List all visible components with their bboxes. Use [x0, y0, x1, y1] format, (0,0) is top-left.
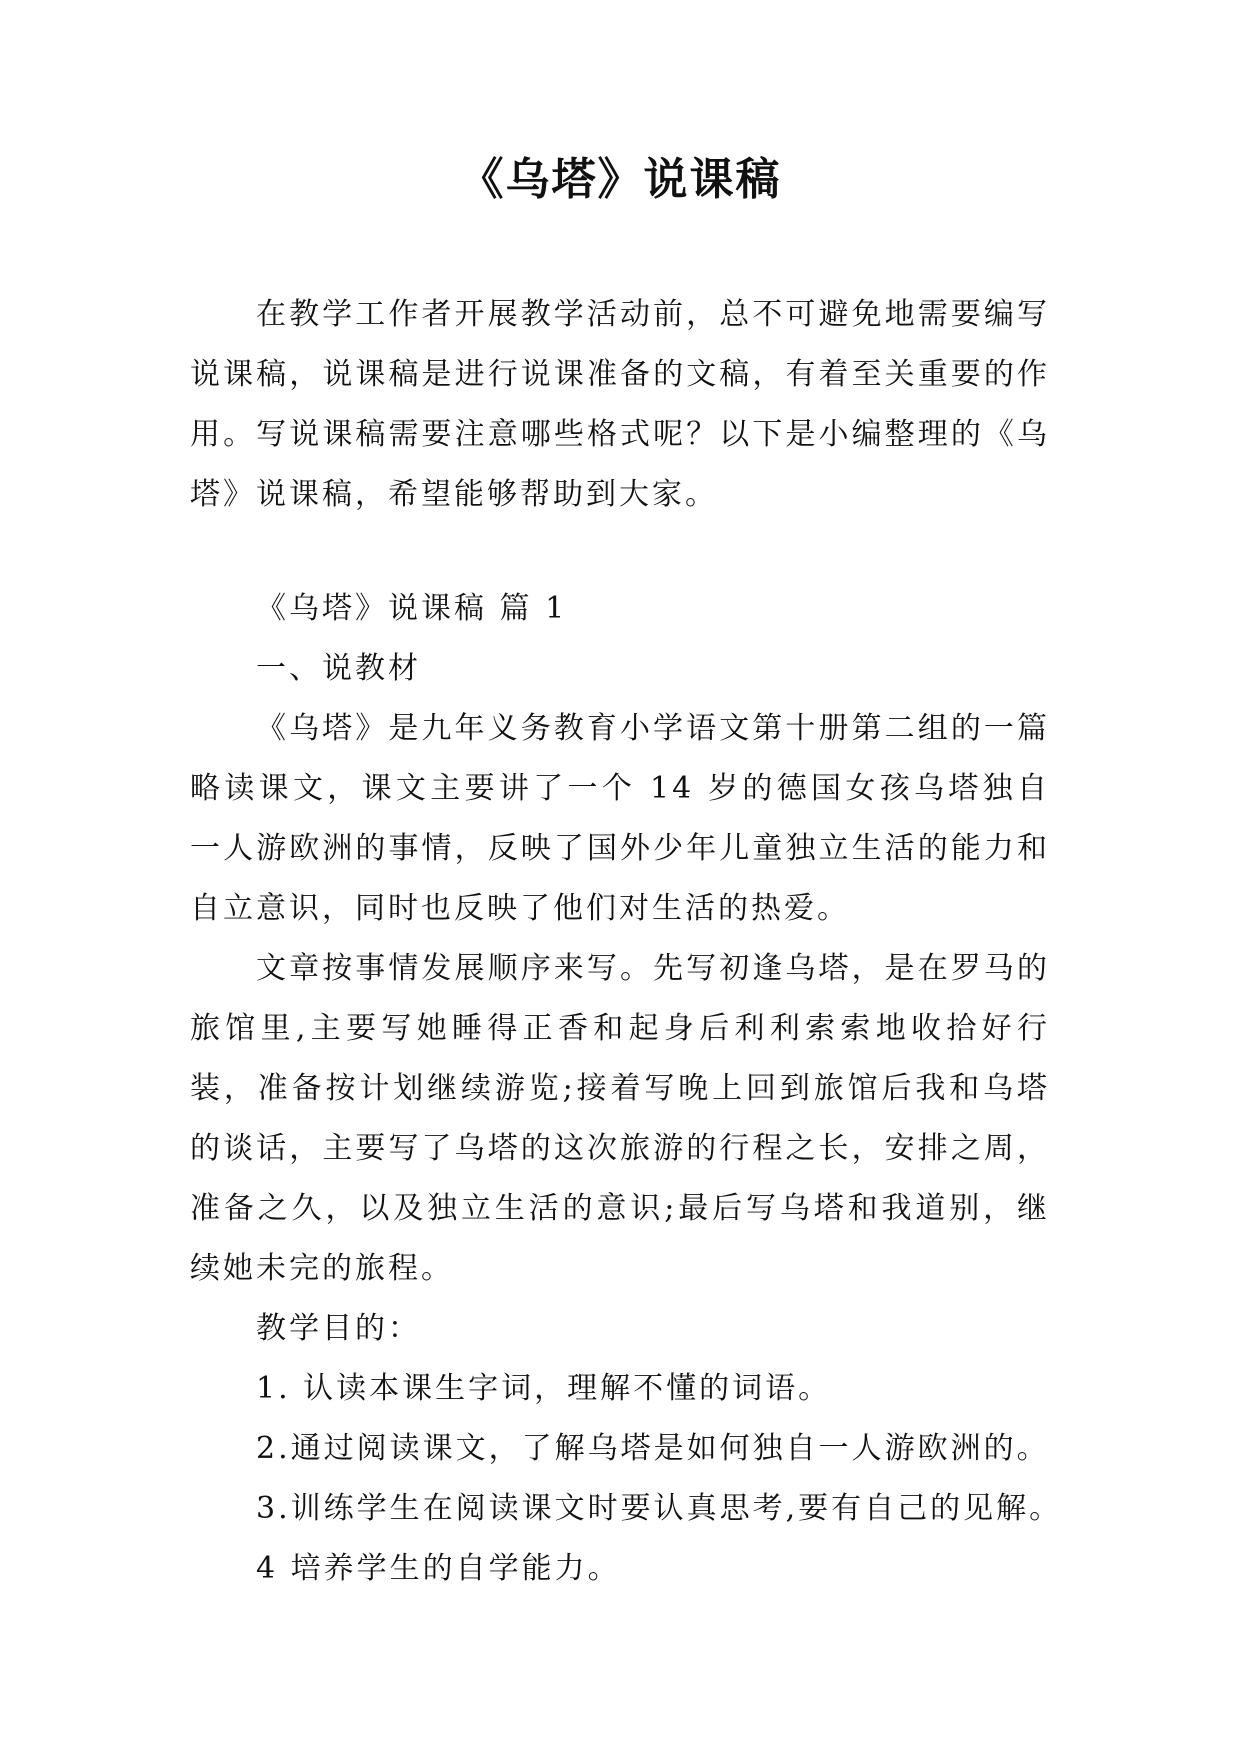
goal-item: 4 培养学生的自学能力。 [256, 1551, 621, 1586]
document-body [190, 285, 1063, 1599]
section-heading: 《乌塔》说课稿 篇 1 [256, 591, 568, 626]
goal-item: 3.训练学生在阅读课文时要认真思考,要有自己的见解。 [256, 1491, 1063, 1526]
goals-heading: 教学目的： [256, 1311, 421, 1346]
intro-paragraph: 在教学工作者开展教学活动前，总不可避免地需要编写说课稿，说课稿是进行说课准备的文稿，有着至关重要的作用。写说课稿需要注意哪些格式呢？以下是小编整理的《乌塔》说课稿，希望能够帮助到大家。 [190, 297, 1050, 512]
goal-item: 2.通过阅读课文，了解乌塔是如何独自一人游欧洲的。 [256, 1431, 1050, 1466]
goal-item: 1. 认读本课生字词，理解不懂的词语。 [256, 1371, 832, 1406]
section-gap [190, 525, 1050, 579]
content-paragraph: 文章按事情发展顺序来写。先写初逢乌塔，是在罗马的旅馆里,主要写她睡得正香和起身后利利索索地收拾好行装，准备按计划继续游览;接着写晚上回到旅馆后我和乌塔的谈话，主要写了乌塔的这次旅游的行程之长，安排之周，准备之久，以及独立生活的意识;最后写乌塔和我道别，继续她未完的旅程。 [190, 951, 1050, 1286]
document-title: 《乌塔》说课稿 [459, 154, 782, 205]
subheading: 一、说教材 [256, 651, 421, 686]
content-paragraph: 《乌塔》是九年义务教育小学语文第十册第二组的一篇略读课文，课文主要讲了一个 14 岁的德国女孩乌塔独自一人游欧洲的事情，反映了国外少年儿童独立生活的能力和自立意识，同时也反映了他们对生活的热爱。 [190, 711, 1050, 926]
